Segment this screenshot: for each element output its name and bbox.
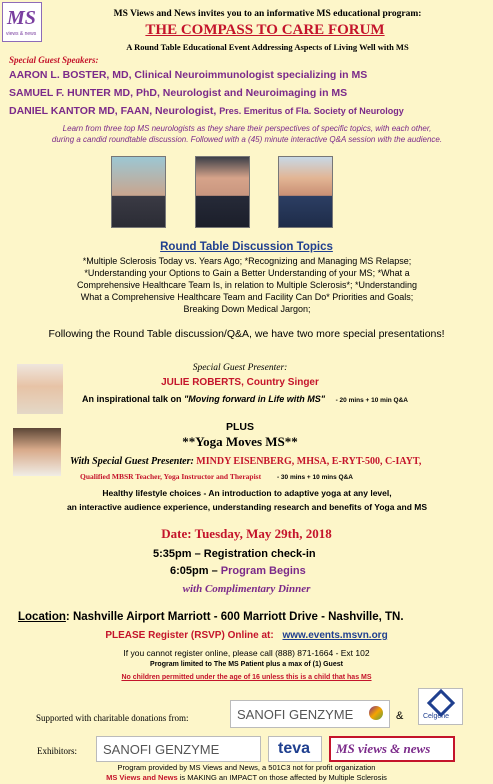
speaker-boster: AARON L. BOSTER, MD, Clinical Neuroimmunologist specializing in MS	[9, 69, 368, 81]
speaker-kantor-extra: Pres. Emeritus of Fla. Society of Neurology	[219, 106, 404, 116]
celgene-logo	[418, 688, 463, 725]
event-date: Date: Tuesday, May 29th, 2018	[161, 526, 332, 541]
footer-impact: is MAKING an IMPACT on those affected by Multiple Sclerosis	[177, 773, 387, 782]
children-policy: No children permitted under the age of 16 unless this is a child that has MS	[121, 674, 372, 681]
invite-line: MS Views and News invites you to an informative MS educational program:	[113, 9, 422, 19]
sanofi-genzyme-logo	[230, 700, 390, 728]
exhibitor-sanofi-logo	[96, 736, 261, 762]
ms-views-news-logo	[2, 2, 42, 42]
photo-kantor	[278, 156, 333, 228]
event-checkin: 5:35pm – Registration check-in	[153, 548, 316, 560]
speakers-heading: Special Guest Speakers:	[9, 55, 99, 65]
following-text: Following the Round Table discussion/Q&A, we have two more special presentations!	[48, 328, 445, 340]
teva-text: teva	[278, 740, 311, 757]
register-line	[0, 630, 493, 641]
photo-mindy-eisenberg	[13, 428, 61, 476]
yoga-desc-2: an interactive audience experience, understanding research and benefits of Yoga and MS	[66, 502, 428, 512]
supported-label: Supported with charitable donations from:	[36, 713, 189, 723]
yoga-desc-1: Healthy lifestyle choices - An introduction to adaptive yoga at any level,	[102, 488, 392, 498]
topics-list	[5, 255, 489, 315]
subtitle: A Round Table Educational Event Addressing Aspects of Living Well with MS	[126, 42, 409, 52]
speaker-kantor	[9, 105, 489, 117]
celgene-text: Celgene	[423, 713, 450, 720]
speaker-hunter: SAMUEL F. HUNTER MD, PhD, Neurologist and Neuroimaging in MS	[9, 87, 348, 99]
register-label: PLEASE Register (RSVP) Online at:	[105, 630, 274, 641]
event-dinner: with Complimentary Dinner	[182, 583, 311, 595]
presenter1-talk	[82, 394, 492, 404]
talk-title: "Moving forward in Life with MS"	[184, 394, 326, 404]
talk-timing: - 20 mins + 10 min Q&A	[335, 397, 408, 404]
begins-label: Program Begins	[220, 565, 306, 577]
footer-line-1: Program provided by MS Views and News, a 501C3 not for profit organization	[117, 763, 376, 772]
page-title: THE COMPASS TO CARE FORUM	[145, 22, 385, 38]
msvn-text: MS views & news	[336, 741, 431, 756]
event-begins-line	[170, 565, 306, 577]
sanofi-text: SANOFI GENZYME	[237, 707, 354, 722]
presenter2-creds-line	[80, 472, 490, 481]
topic-line: Comprehensive Healthcare Team Is, in relation to Multiple Sclerosis*; *Understanding	[76, 280, 417, 290]
exhibitors-label: Exhibitors:	[37, 746, 77, 756]
intro-line-2: during a candid roundtable discussion. Followed with a (45) minute interactive Q&A session with the audience.	[51, 135, 443, 144]
topic-line: What a Comprehensive Healthcare Team and Facility Can Do* Priorities and Goals;	[80, 292, 414, 302]
presenter2-label: With Special Guest Presenter:	[70, 456, 194, 467]
location-line	[18, 611, 488, 623]
footer-org: MS Views and News	[106, 773, 178, 782]
presenter1-name: JULIE ROBERTS, Country Singer	[161, 377, 319, 388]
guest-limit: Program limited to The MS Patient plus a max of (1) Guest	[150, 661, 343, 668]
presenter2-creds: Qualified MBSR Teacher, Yoga Instructor and Therapist	[80, 472, 262, 481]
topic-line: *Understanding your Options to Gain a Better Understanding of your MS; *What a	[84, 268, 410, 278]
presenter2-line	[70, 456, 490, 467]
photo-julie-roberts	[17, 364, 63, 414]
register-link[interactable]: www.events.msvn.org	[282, 630, 388, 641]
intro-line-1: Learn from three top MS neurologists as they share their perspectives of specific topics, with each other,	[62, 124, 432, 133]
photo-hunter	[195, 156, 250, 228]
plus-label: PLUS	[225, 421, 254, 433]
presenter2-timing: - 30 mins + 10 mins Q&A	[276, 474, 353, 481]
logo-text: MS	[7, 7, 36, 29]
footer-line-2	[0, 773, 493, 782]
ampersand: &	[396, 710, 404, 722]
talk-prefix: An inspirational talk on	[82, 394, 185, 404]
topic-line: Breaking Down Medical Jargon;	[183, 304, 311, 314]
location-text: : Nashville Airport Marriott - 600 Marriott Drive - Nashville, TN.	[65, 611, 404, 623]
speaker-kantor-name: DANIEL KANTOR MD, FAAN, Neurologist,	[9, 105, 217, 117]
sanofi-mark-icon	[369, 706, 383, 720]
teva-logo	[268, 736, 322, 762]
presenter2-name: MINDY EISENBERG, MHSA, E-RYT-500, C-IAYT,	[196, 456, 422, 467]
logo-subtext: views & news	[6, 31, 37, 37]
yoga-title: **Yoga Moves MS**	[182, 434, 298, 449]
phone-line: If you cannot register online, please call (888) 871-1664 - Ext 102	[123, 648, 370, 658]
topics-heading: Round Table Discussion Topics	[160, 241, 333, 253]
msvn-logo	[329, 736, 455, 762]
exhibitor-sanofi-text: SANOFI GENZYME	[103, 742, 220, 757]
presenter1-label: Special Guest Presenter:	[192, 363, 288, 373]
photo-boster	[111, 156, 166, 228]
location-label: Location	[18, 611, 66, 623]
topic-line: *Multiple Sclerosis Today vs. Years Ago; *Recognizing and Managing MS Relapse;	[82, 256, 412, 266]
begins-time: 6:05pm –	[170, 565, 221, 577]
